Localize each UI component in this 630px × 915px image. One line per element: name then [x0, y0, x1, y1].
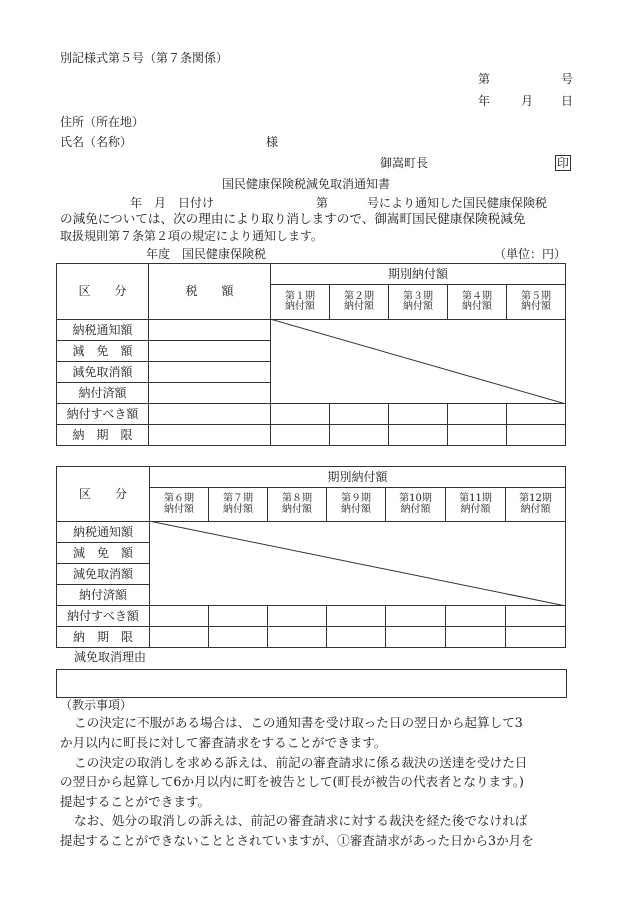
cell — [268, 606, 327, 627]
doc-number-suffix: 号 — [561, 72, 574, 86]
cell — [330, 404, 389, 425]
body-line1-rest: 号により通知した国民健康保険税 — [367, 196, 548, 210]
notice-p1b: か月以内に町長に対して審査請求をすることができます。 — [60, 735, 387, 750]
cell — [389, 404, 448, 425]
installments-header: 期別納付額 — [150, 467, 566, 488]
row-label: 減免取消額 — [57, 362, 149, 383]
cell — [149, 383, 271, 404]
row-label: 納 期 限 — [57, 425, 149, 446]
cell — [386, 627, 446, 648]
row-label: 納税通知額 — [57, 522, 150, 543]
row-label: 減 免 額 — [57, 543, 150, 564]
period-header: 第２期 納付額 — [330, 285, 389, 320]
cell — [446, 627, 506, 648]
notice-p2a: この決定の取消しを求める訴えは、前記の審査請求に係る裁決の送達を受けた日 — [74, 755, 528, 770]
cell — [330, 425, 389, 446]
cell — [149, 362, 271, 383]
cell — [327, 627, 386, 648]
installments-header: 期別納付額 — [271, 264, 566, 285]
cell — [507, 425, 566, 446]
row-label: 納付すべき額 — [57, 606, 150, 627]
cell — [386, 606, 446, 627]
unit-label: （単位：円） — [494, 247, 567, 261]
notice-p2c: 提起することができます。 — [60, 794, 211, 809]
cell — [448, 425, 507, 446]
date-day: 日 — [561, 94, 574, 108]
period-header: 第12期 納付額 — [506, 488, 566, 522]
body-no: 第 — [316, 196, 329, 210]
period-header: 第５期 納付額 — [507, 285, 566, 320]
cell — [149, 404, 271, 425]
period-header: 第６期 納付額 — [150, 488, 209, 522]
cell — [448, 404, 507, 425]
installment-table-2 — [56, 466, 566, 648]
tax-amount-header: 税 額 — [149, 264, 271, 320]
body-date: 年 月 日付け — [130, 196, 215, 210]
form-number: 別記様式第５号（第７条関係） — [60, 51, 229, 65]
row-label: 納 期 限 — [57, 627, 150, 648]
cell — [149, 425, 271, 446]
cell — [271, 404, 330, 425]
address-label: 住所（所在地） — [60, 115, 145, 129]
notice-p1a: この決定に不服がある場合は、この通知書を受け取った日の翌日から起算して3 — [74, 715, 523, 730]
document-title: 国民健康保険税減免取消通知書 — [222, 177, 391, 191]
period-header: 第１期 納付額 — [271, 285, 330, 320]
cell — [507, 404, 566, 425]
category-header: 区 分 — [57, 467, 150, 522]
fiscal-year-label: 年度 国民健康保険税 — [146, 247, 267, 261]
diagonal-area — [271, 320, 566, 404]
notice-p3a: なお、処分の取消しの訴えは、前記の審査請求に対する裁決を経た後でなければ — [74, 813, 528, 828]
installment-table-1 — [56, 263, 566, 446]
cell — [271, 425, 330, 446]
cell — [389, 425, 448, 446]
cell — [209, 627, 268, 648]
reason-label: 減免取消理由 — [74, 650, 147, 664]
category-header: 区 分 — [57, 264, 149, 320]
name-label: 氏名（名称） — [60, 135, 133, 149]
cell — [149, 320, 271, 341]
row-label: 減 免 額 — [57, 341, 149, 362]
period-header: 第11期 納付額 — [446, 488, 506, 522]
cell — [150, 606, 209, 627]
diagonal-area — [150, 522, 566, 606]
doc-number-prefix: 第 — [478, 72, 491, 86]
cell — [327, 606, 386, 627]
issuer-title: 御嵩町長 — [380, 156, 429, 170]
period-header: 第７期 納付額 — [209, 488, 268, 522]
cell — [149, 341, 271, 362]
period-header: 第４期 納付額 — [448, 285, 507, 320]
row-label: 納付すべき額 — [57, 404, 149, 425]
reason-field[interactable] — [56, 669, 567, 698]
cell — [150, 627, 209, 648]
cell — [446, 606, 506, 627]
cell — [506, 606, 566, 627]
period-header: 第９期 納付額 — [327, 488, 386, 522]
body-line3: 取扱規則第７条第２項の規定により通知します。 — [60, 229, 324, 243]
date-year: 年 — [478, 94, 491, 108]
period-header: 第10期 納付額 — [386, 488, 446, 522]
date-month: 月 — [521, 94, 534, 108]
cell — [268, 627, 327, 648]
row-label: 納付済額 — [57, 383, 149, 404]
cell — [506, 627, 566, 648]
period-header: 第８期 納付額 — [268, 488, 327, 522]
body-line2: の減免については、次の理由により取り消しますので、御嵩町国民健康保険税減免 — [60, 211, 526, 226]
period-header: 第３期 納付額 — [389, 285, 448, 320]
notice-heading: （教示事項） — [60, 698, 133, 712]
row-label: 納付済額 — [57, 585, 150, 606]
cell — [209, 606, 268, 627]
row-label: 納税通知額 — [57, 320, 149, 341]
notice-p2b: の翌日から起算して6か月以内に町を被告として(町長が被告の代表者となります。) — [60, 774, 524, 789]
row-label: 減免取消額 — [57, 564, 150, 585]
honorific: 様 — [266, 135, 279, 149]
notice-p3b: 提起することができないこととされていますが、①審査請求があった日から3か月を — [60, 833, 534, 848]
seal-mark: 印 — [557, 156, 570, 170]
